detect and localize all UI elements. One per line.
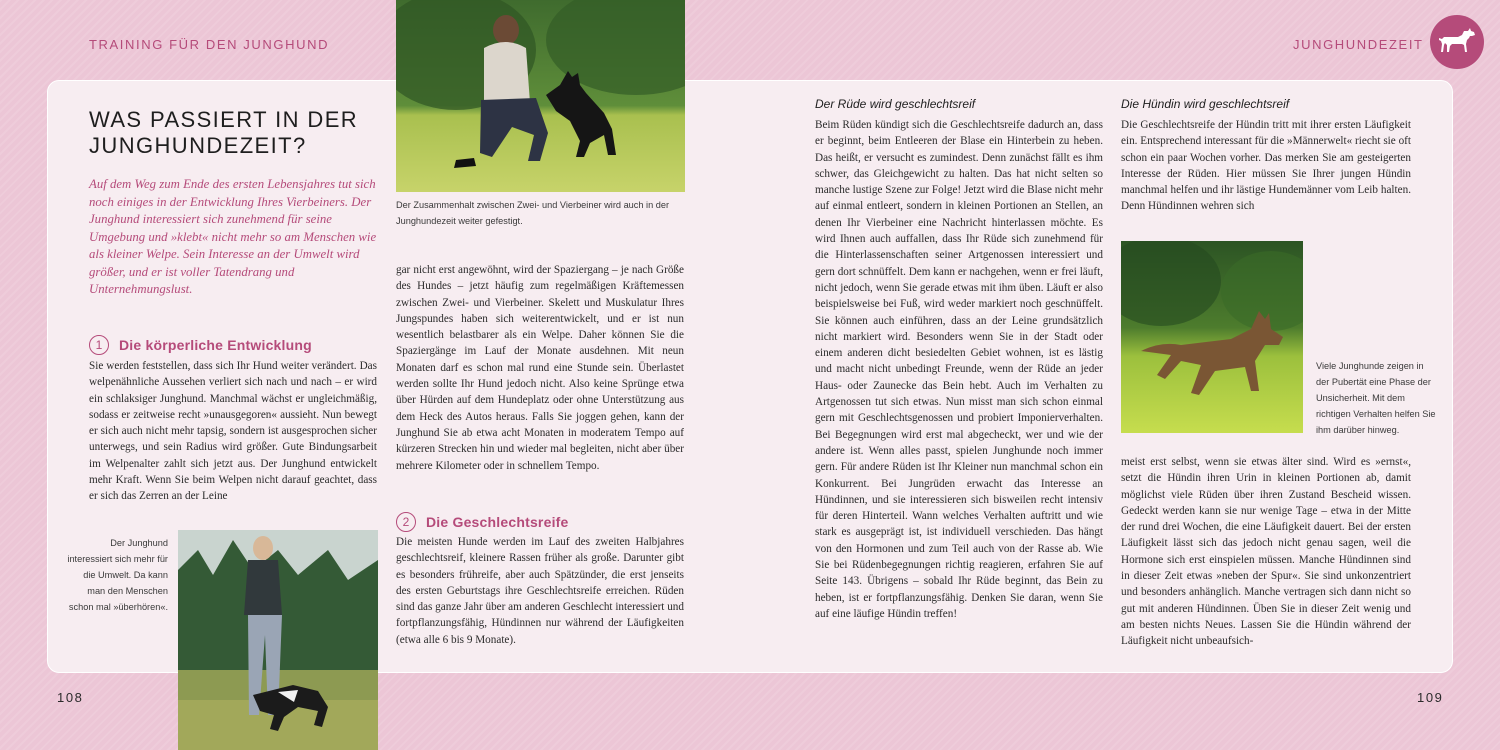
photo-young-dog-running [1121, 241, 1303, 433]
subheading-huendin: Die Hündin wird geschlechtsreif [1121, 97, 1290, 111]
section-number-1: 1 [89, 335, 109, 355]
running-header-left: TRAINING FÜR DEN JUNGHUND [89, 37, 330, 52]
huendin-text-b: meist erst selbst, wenn sie etwas älter sind. Wird es »ernst«, setzt die Hündin ihren Urin in kleinen Portionen ab, damit möglichst viele Rüden über ihren Zustand Bescheid wissen. Gedeckt werden kann sie nur wenige Tage – etwa in der Mitte der rund drei Wochen, die eine Läufigkeit dauert. Bei der ersten Läufigkeit lässt sich das jedoch nicht genau sagen, weil die Hormone sich erst einspielen müssen. Manche Hündinnen sind in dieser Zeit etwas »neben der Spur«. Sie sind unkonzentriert und besonders anhänglich. Manche vertragen sich dann nicht so gut mit anderen Hündinnen. Üben Sie in dieser Zeit wenig und am besten nichts Neues. Lassen Sie die Hündin während der Läufigkeit nicht unbeaufsich- [1121, 456, 1411, 648]
section-title-2: Die Geschlechtsreife [426, 514, 569, 530]
running-header-right: JUNGHUNDEZEIT [1293, 37, 1424, 52]
dog-icon [1438, 27, 1476, 57]
caption-bottom-photo: Der Junghund interessiert sich mehr für die Umwelt. Da kann man den Menschen schon mal »überhören«. [67, 538, 168, 612]
intro-text: Auf dem Weg zum Ende des ersten Lebensjahres tut sich noch einiges in der Entwicklung Ihres Vierbeiners. Der Junghund interessiert sich zunehmend für seine Umgebung und »klebt« nicht mehr so am Menschen wie als kleiner Welpe. Sein Interesse an der Umwelt wird größer, und er ist voller Tatendrang und Unternehmungslust. [89, 177, 377, 296]
section-heading-2 [396, 512, 569, 532]
caption-top-photo: Der Zusammenhalt zwischen Zwei- und Vierbeiner wird auch in der Junghundezeit weiter gefestigt. [396, 200, 670, 226]
ruede-text: Beim Rüden kündigt sich die Geschlechtsreife dadurch an, dass er beginnt, beim Entleeren der Blase ein Hinterbein zu heben. Das heißt, er versucht es zumindest. Denn zunächst fällt es ihm schwer, das Gleichgewicht zu halten. Das hat nicht selten so manche lustige Szene zur Folge! Jetzt wird die Blase nicht mehr auf einmal entleert, sondern in kleinen Portionen an Stellen, an denen Ihr Vierbeiner eine Nachricht hinterlassen möchte. Es wird Ihnen auch auffallen, dass Ihr Rüde sich zunehmend für die Hinterlassenschaften seiner Artgenossen interessiert und gern dort schnüffelt. Dem kann er nachgehen, wenn er frei läuft, nicht jedoch, wenn Sie gerade etwas mit ihm üben. Läuft er also beispielsweise bei Fuß, wird weder markiert noch geschnüffelt. Sie können auch einführen, dass an der Leine grundsätzlich nicht markiert wird. Besonders wenn Sie in der Stadt oder einem anderen dicht besiedelten Gebiet wohnen, ist es lästig und macht nicht unbedingt Freunde, wenn der Rüde an jeder Haus- oder Zaunecke das Bein hebt. Auch im Verhalten zu Artgenossen tut sich etwas. Nun misst man sich schon einmal gern mit Geschlechtsgenossen und probiert Imponierverhalten. Bei Begegnungen wird erst mal abgecheckt, wer und wie der andere ist. Wenn alles passt, spielen Junghunde noch immer gern. Für andere Rüden ist Ihr Kleiner nun manchmal schon ein Konkurrent. Bei Jungrüden erwacht das Interesse an Hündinnen, und sie interessieren sich bisweilen recht intensiv für deren Hinterteil. Wann welches Verhalten auftritt und wie stark es ausgeprägt ist, ist individuell verschieden. Das hängt von den Hormonen und zum Teil auch von der Rasse ab. Wie Sie bei Rüdenbegegnungen richtig reagieren, erfahren Sie auf Seite 143. Übrigens – sobald Ihr Rüde beginnt, das Bein zu heben, ist er fortpflanzungsfähig. Denken Sie daran, wenn Sie auf eine läufige Hündin treffen! [815, 119, 1103, 620]
section-1-text-a: Sie werden feststellen, dass sich Ihr Hund weiter verändert. Das welpenähnliche Aussehen verliert sich nach und nach – er wird ein schlaksiger Junghund. Manchmal wächst er ungleichmäßig, sodass er zeitweise recht »unausgegoren« aussieht. Nun bewegt er sich auch nicht mehr tapsig, sondern ist ausgesprochen sicher unterwegs, und sein Radius wird größer. Gute Bindungsarbeit im Welpenalter zahlt sich jetzt aus. Der Junghund entwickelt mehr Kraft. Wenn Sie beim Welpen nicht darauf geachtet, dass er sich das Zerren an der Leine [89, 360, 377, 503]
page-number-right: 109 [1417, 690, 1444, 705]
photo-woman-walking-dog [178, 530, 378, 750]
subheading-ruede: Der Rüde wird geschlechtsreif [815, 97, 976, 111]
section-heading-1 [89, 335, 312, 355]
section-number-2: 2 [396, 512, 416, 532]
caption-right-photo: Viele Junghunde zeigen in der Pubertät eine Phase der Unsicherheit. Mit dem richtigen Verhalten helfen Sie ihm darüber hinweg. [1316, 361, 1436, 435]
huendin-text-a: Die Geschlechtsreife der Hündin tritt mit ihrer ersten Läufigkeit ein. Entsprechend interessant für die »Männerwelt« riecht sie oft schon ein paar Wochen vorher. Das merken Sie am gesteigerten Interesse der Rüden. Hier müssen Sie Ihrer jungen Hündin manchmal helfen und ihr lästige Hundemänner vom Leib halten. Denn Hündinnen wehren sich [1121, 119, 1411, 213]
section-1-text-b: gar nicht erst angewöhnt, wird der Spaziergang – je nach Größe des Hundes – jetzt häufig zum regelmäßigen Kräftemessen zwischen Zwei- und Vierbeiner. Skelett und Muskulatur Ihres Jungspundes haben sich weiterentwickelt, und er ist nun wesentlich belastbarer als ein Welpe. Daher können Sie die Spaziergänge im Lauf der Monate ausdehnen. Mit neun Monaten darf es schon mal rund eine Stunde sein. Überlastet werden sollte Ihr Hund jedoch nicht. Also keine Sprünge etwa über Hürden auf dem Hundeplatz oder ohne Unterstützung aus dem Heck des Autos heraus. Falls Sie joggen gehen, kann der Junghund Sie ab etwa acht Monaten in moderatem Tempo auf kürzeren Strecken hin und wieder mal begleiten, nicht aber über mehrere Kilometer oder in schnellem Tempo. [396, 264, 684, 472]
section-2-text: Die meisten Hunde werden im Lauf des zweiten Halbjahres geschlechtsreif, kleinere Rassen früher als große. Darunter gibt es besonders frühreife, aber auch Spätzünder, die erst jenseits des ersten Geburtstags ihre Geschlechtsreife erreichen. Rüden sind das ganze Jahr über am anderen Geschlecht interessiert und fortpflanzungsfähig, Hündinnen nur während der Läufigkeiten (etwa alle 6 bis 9 Monate). [396, 536, 684, 646]
page-title: WAS PASSIERT IN DER JUNGHUNDEZEIT? [89, 107, 359, 158]
chapter-badge [1430, 15, 1484, 69]
section-title-1: Die körperliche Entwicklung [119, 337, 312, 353]
page-number-left: 108 [57, 690, 84, 705]
photo-woman-kneeling-with-dog [396, 0, 685, 192]
